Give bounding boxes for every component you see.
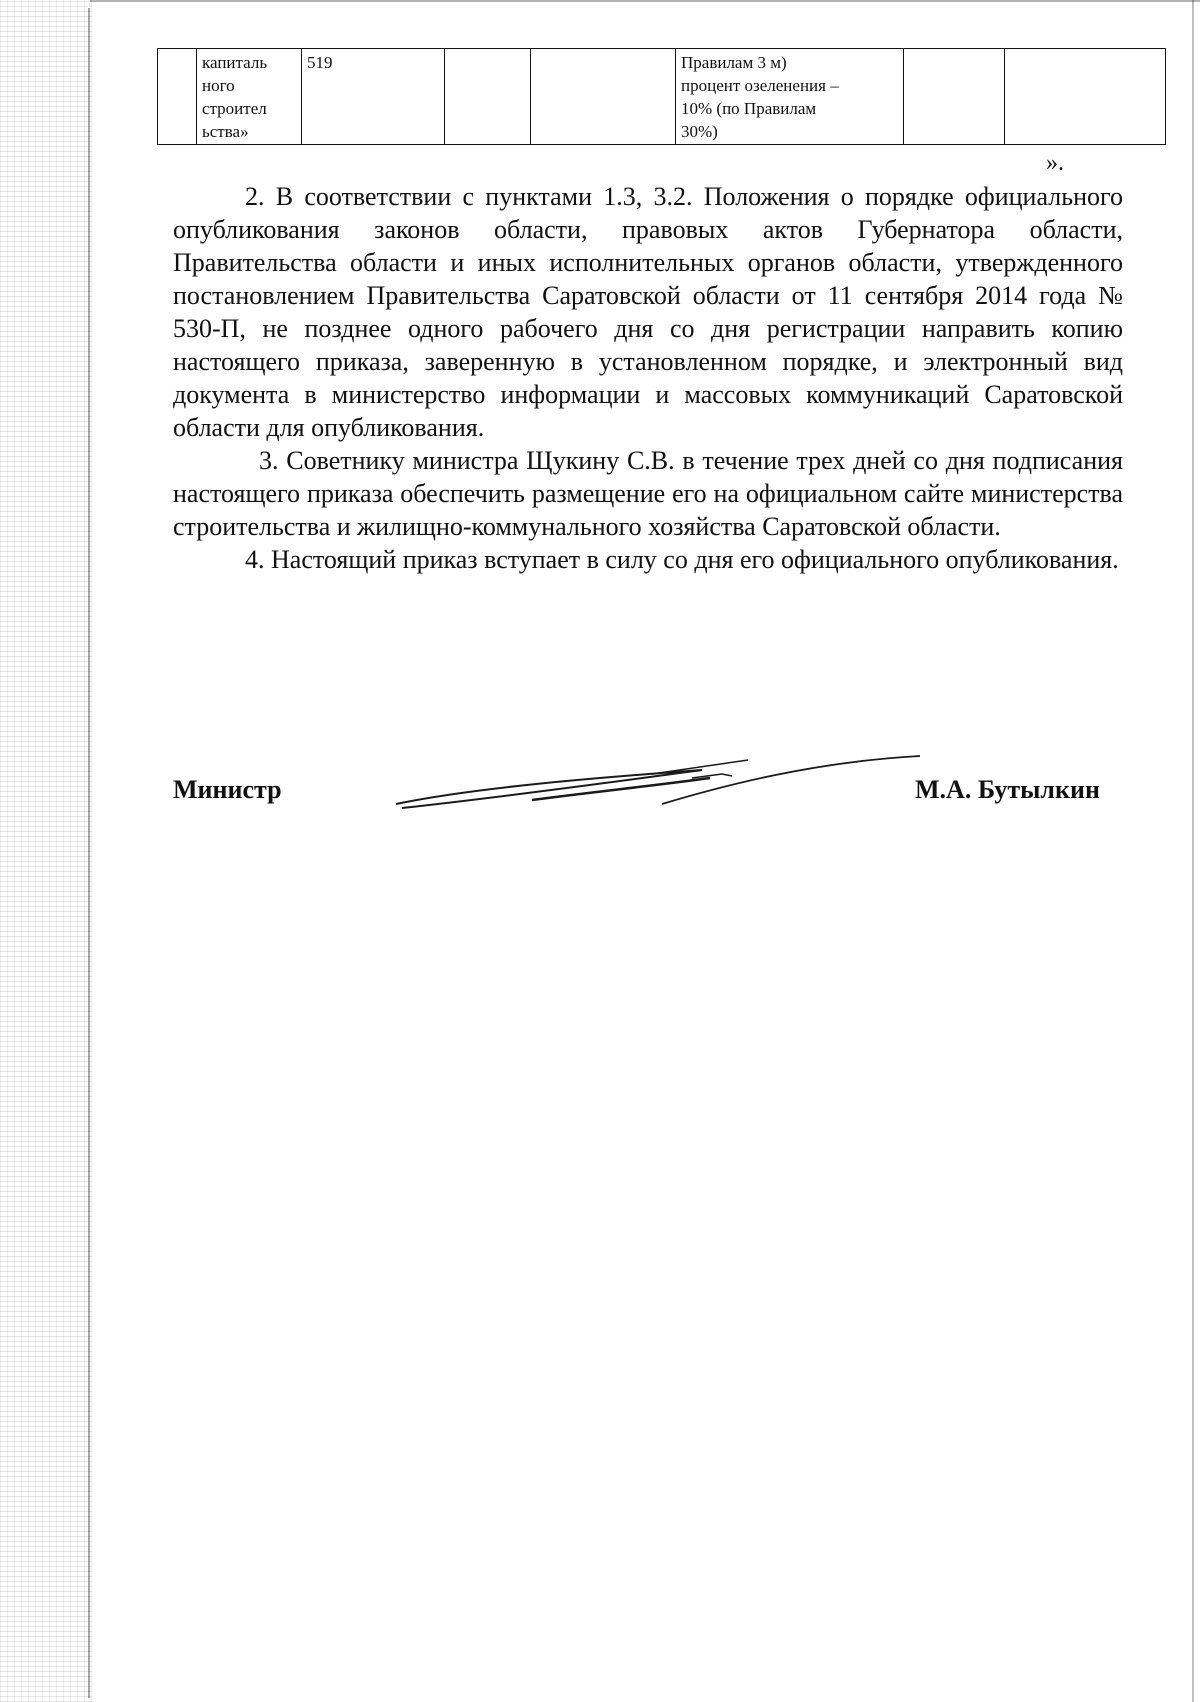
table-cell-empty bbox=[445, 49, 531, 145]
paragraph-2: 2. В соответствии с пунктами 1.3, 3.2. Положения о порядке официального опубликования законов области, правовых актов Губернатора области, Правительства области и иных исполнительных органов области, утвержденного постановлением Правительства Саратовской области от 11 сентября 2014 года № 530-П, не позднее одного рабочего дня со дня регистрации направить копию настоящего приказа, заверенную в установленном порядке, и электронный вид документа в министерство информации и массовых коммуникаций Саратовской области для опубликования. bbox=[173, 182, 1123, 442]
table-cell-index bbox=[158, 49, 197, 145]
table-cell-object-type: капиталь ного строител ьства» bbox=[197, 49, 302, 145]
signatory-title: Министр bbox=[173, 775, 282, 804]
table-cell-parameters: Правилам 3 м) процент озеленения – 10% (по Правилам 30%) bbox=[676, 49, 904, 145]
scan-edge-line bbox=[88, 8, 90, 1698]
paragraph-4: 4. Настоящий приказ вступает в силу со дня его официального опубликования. bbox=[245, 545, 1119, 574]
scan-edge-noise bbox=[0, 0, 92, 1702]
regulations-table bbox=[157, 48, 1166, 145]
scan-top-line bbox=[90, 0, 1200, 2]
scan-right-line bbox=[1192, 0, 1194, 1702]
table-cell-empty bbox=[1005, 49, 1166, 145]
table-cell-code: 519 bbox=[302, 49, 445, 145]
document-body bbox=[173, 180, 1123, 576]
paragraph-3: 3. Советнику министра Щукину С.В. в течение трех дней со дня подписания настоящего приказа обеспечить размещение его на официальном сайте министерства строительства и жилищно-коммунального хозяйства Саратовской области. bbox=[173, 446, 1123, 541]
table-cell-empty bbox=[531, 49, 676, 145]
handwritten-signature bbox=[392, 748, 932, 818]
table-row bbox=[158, 49, 1166, 145]
signatory-name: М.А. Бутылкин bbox=[915, 775, 1100, 804]
closing-quote: ». bbox=[1046, 150, 1064, 176]
table-cell-empty bbox=[904, 49, 1005, 145]
